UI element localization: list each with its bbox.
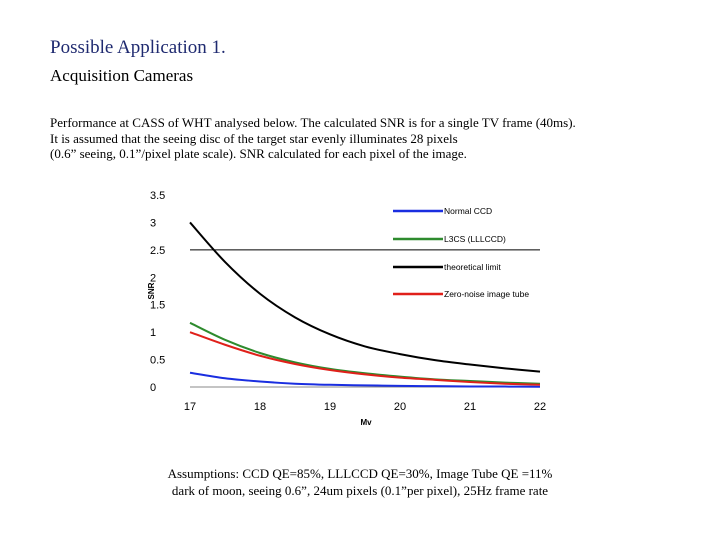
x-tick-label: 19 [323,401,337,413]
x-tick-label: 21 [463,401,477,413]
y-tick-label: 1.5 [150,299,166,312]
series-line-zero-noise-image-tube [190,332,540,385]
description-line: Performance at CASS of WHT analysed below. The calculated SNR is for a single TV frame (40ms). [50,115,576,130]
y-tick-label: 3 [150,217,157,230]
page-title: Possible Application 1. [50,37,226,58]
x-axis-title: Mv [360,418,372,427]
x-tick-label: 18 [253,401,267,413]
legend-label: L3CS (LLLCCD) [444,234,506,244]
assumptions-line: Assumptions: CCD QE=85%, LLLCCD QE=30%, Image Tube QE =11% [167,466,553,481]
y-tick-label: 1 [150,327,157,340]
description-line: (0.6” seeing, 0.1”/pixel plate scale). SNR calculated for each pixel of the image. [50,146,467,161]
y-axis-title: SNR [147,282,156,300]
page-subtitle: Acquisition Cameras [50,66,194,85]
legend-label: Normal CCD [444,206,493,216]
y-tick-label: 2 [150,272,157,285]
assumptions-note [0,465,720,499]
y-tick-label: 0 [150,382,157,394]
x-tick-label: 22 [533,401,547,413]
description-line: It is assumed that the seeing disc of the target star evenly illuminates 28 pixels [50,130,458,146]
assumptions-line: dark of moon, seeing 0.6”, 24um pixels (0.1”per pixel), 25Hz frame rate [171,483,549,498]
x-tick-label: 17 [183,401,197,413]
y-tick-label: 0.5 [150,354,166,367]
legend-label: theoretical limit [444,262,501,272]
x-tick-label: 20 [393,401,407,413]
y-tick-label: 3.5 [150,190,166,202]
legend-label: Zero-noise image tube [444,289,530,299]
y-tick-label: 2.5 [150,244,166,257]
